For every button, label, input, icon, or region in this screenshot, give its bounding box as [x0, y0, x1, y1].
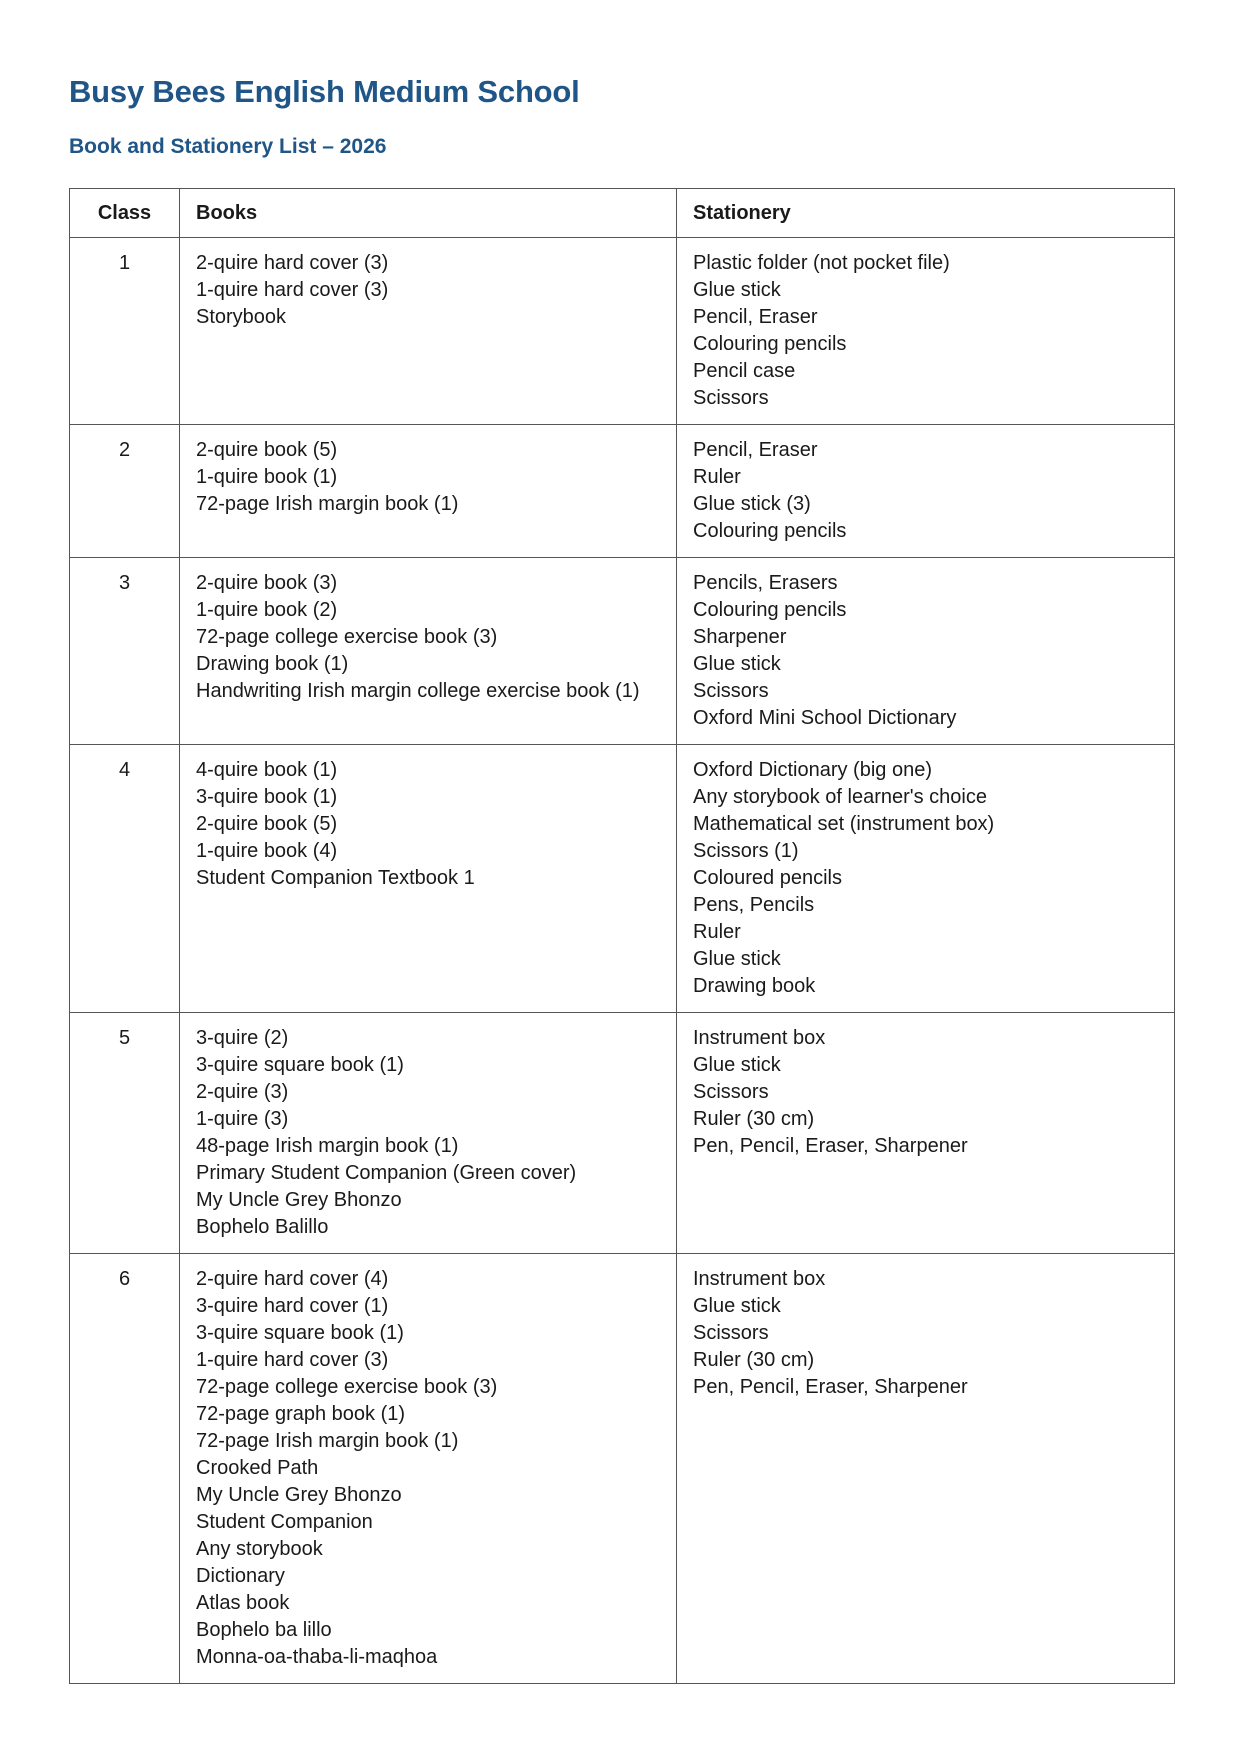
class-cell: [70, 425, 180, 558]
list-item: Glue stick: [693, 653, 781, 675]
list-item: Pens, Pencils: [693, 894, 815, 916]
list-item: Pencil, Eraser: [693, 306, 818, 328]
books-list: [196, 437, 660, 518]
list-item: Pen, Pencil, Eraser, Sharpener: [693, 1135, 968, 1157]
books-list: [196, 250, 660, 331]
list-item: Drawing book: [693, 975, 816, 997]
list-item: Pencils, Erasers: [693, 572, 838, 594]
list-item: 2-quire (3): [196, 1081, 289, 1103]
list-item: Instrument box: [693, 1268, 826, 1290]
list-item: My Uncle Grey Bhonzo: [196, 1189, 402, 1211]
stationery-cell: [677, 558, 1175, 745]
table-header-row: [70, 189, 1175, 238]
class-cell: [70, 1254, 180, 1684]
class-cell: [70, 558, 180, 745]
stationery-list: [693, 570, 1158, 732]
list-item: Primary Student Companion (Green cover): [196, 1162, 577, 1184]
list-item: Colouring pencils: [693, 599, 847, 621]
class-cell: [70, 238, 180, 425]
class-number: 1: [118, 252, 131, 274]
list-item: Any storybook of learner's choice: [693, 786, 987, 808]
books-list: [196, 1025, 660, 1241]
list-item: 2-quire book (5): [196, 813, 338, 835]
list-item: Mathematical set (instrument box): [693, 813, 995, 835]
list-item: 2-quire book (3): [196, 572, 338, 594]
list-item: 2-quire hard cover (3): [196, 252, 389, 274]
list-item: Colouring pencils: [693, 520, 847, 542]
document-page: [69, 70, 1173, 1668]
list-item: 1-quire book (1): [196, 466, 338, 488]
stationery-list: [693, 437, 1158, 545]
books-cell: [180, 558, 677, 745]
list-item: Glue stick: [693, 1054, 781, 1076]
books-list: [196, 570, 660, 705]
stationery-cell: [677, 238, 1175, 425]
table-row: [70, 558, 1175, 745]
list-item: Monna-oa-thaba-li-maqhoa: [196, 1646, 438, 1668]
list-item: 2-quire book (5): [196, 439, 338, 461]
list-item: Glue stick: [693, 279, 781, 301]
list-item: Handwriting Irish margin college exercise book (1): [196, 680, 640, 702]
list-item: Plastic folder (not pocket file): [693, 252, 950, 274]
page-subtitle: Book and Stationery List – 2026: [69, 135, 387, 158]
table-body: [70, 238, 1175, 1684]
books-cell: [180, 1013, 677, 1254]
stationery-cell: [677, 745, 1175, 1013]
list-item: 72-page college exercise book (3): [196, 1376, 498, 1398]
list-item: 48-page Irish margin book (1): [196, 1135, 459, 1157]
list-item: 72-page graph book (1): [196, 1403, 406, 1425]
stationery-list: [693, 250, 1158, 412]
list-item: 72-page Irish margin book (1): [196, 1430, 459, 1452]
list-item: 1-quire hard cover (3): [196, 279, 389, 301]
table-row: [70, 238, 1175, 425]
table-row: [70, 745, 1175, 1013]
books-list: [196, 757, 660, 892]
list-item: Oxford Mini School Dictionary: [693, 707, 957, 729]
list-item: Sharpener: [693, 626, 787, 648]
list-item: Student Companion Textbook 1: [196, 867, 475, 889]
list-item: Glue stick: [693, 948, 781, 970]
list-item: Bophelo Balillo: [196, 1216, 329, 1238]
list-item: 72-page Irish margin book (1): [196, 493, 459, 515]
list-item: 1-quire (3): [196, 1108, 289, 1130]
class-number: 6: [118, 1268, 131, 1290]
stationery-list: [693, 1025, 1158, 1160]
page-title: Busy Bees English Medium School: [69, 74, 580, 109]
stationery-cell: [677, 425, 1175, 558]
stationery-list: [693, 1266, 1158, 1401]
class-cell: [70, 1013, 180, 1254]
list-item: Pencil, Eraser: [693, 439, 818, 461]
list-item: 3-quire hard cover (1): [196, 1295, 389, 1317]
list-item: Storybook: [196, 306, 287, 328]
list-item: Drawing book (1): [196, 653, 349, 675]
list-item: Ruler: [693, 921, 741, 943]
books-cell: [180, 745, 677, 1013]
list-item: Ruler (30 cm): [693, 1108, 815, 1130]
table-row: [70, 1254, 1175, 1684]
list-item: Scissors: [693, 1081, 769, 1103]
list-item: Pencil case: [693, 360, 796, 382]
list-item: 2-quire hard cover (4): [196, 1268, 389, 1290]
list-item: 3-quire square book (1): [196, 1322, 404, 1344]
list-item: 72-page college exercise book (3): [196, 626, 498, 648]
list-item: Colouring pencils: [693, 333, 847, 355]
header-class: Class: [70, 189, 180, 238]
list-item: Dictionary: [196, 1565, 285, 1587]
stationery-cell: [677, 1013, 1175, 1254]
class-cell: [70, 745, 180, 1013]
list-item: 4-quire book (1): [196, 759, 338, 781]
list-item: 1-quire book (4): [196, 840, 338, 862]
list-item: Oxford Dictionary (big one): [693, 759, 932, 781]
list-item: 3-quire (2): [196, 1027, 289, 1049]
book-stationery-table: [69, 188, 1175, 1684]
list-item: 1-quire book (2): [196, 599, 338, 621]
list-item: Ruler: [693, 466, 741, 488]
list-item: Coloured pencils: [693, 867, 842, 889]
list-item: 3-quire book (1): [196, 786, 338, 808]
list-item: Student Companion: [196, 1511, 373, 1533]
class-number: 5: [118, 1027, 131, 1049]
books-cell: [180, 1254, 677, 1684]
list-item: Bophelo ba lillo: [196, 1619, 332, 1641]
list-item: 3-quire square book (1): [196, 1054, 404, 1076]
books-cell: [180, 425, 677, 558]
list-item: Scissors: [693, 1322, 769, 1344]
books-cell: [180, 238, 677, 425]
class-number: 4: [118, 759, 131, 781]
table-row: [70, 1013, 1175, 1254]
list-item: Any storybook: [196, 1538, 323, 1560]
table-row: [70, 425, 1175, 558]
list-item: Pen, Pencil, Eraser, Sharpener: [693, 1376, 968, 1398]
list-item: Glue stick (3): [693, 493, 811, 515]
list-item: Crooked Path: [196, 1457, 319, 1479]
list-item: Ruler (30 cm): [693, 1349, 815, 1371]
list-item: Instrument box: [693, 1027, 826, 1049]
list-item: Scissors: [693, 680, 769, 702]
list-item: Atlas book: [196, 1592, 290, 1614]
class-number: 3: [118, 572, 131, 594]
list-item: 1-quire hard cover (3): [196, 1349, 389, 1371]
stationery-cell: [677, 1254, 1175, 1684]
class-number: 2: [118, 439, 131, 461]
list-item: Glue stick: [693, 1295, 781, 1317]
list-item: Scissors: [693, 387, 769, 409]
header-stationery: Stationery: [677, 189, 1175, 238]
header-books: Books: [180, 189, 677, 238]
books-list: [196, 1266, 660, 1671]
list-item: My Uncle Grey Bhonzo: [196, 1484, 402, 1506]
stationery-list: [693, 757, 1158, 1000]
list-item: Scissors (1): [693, 840, 799, 862]
